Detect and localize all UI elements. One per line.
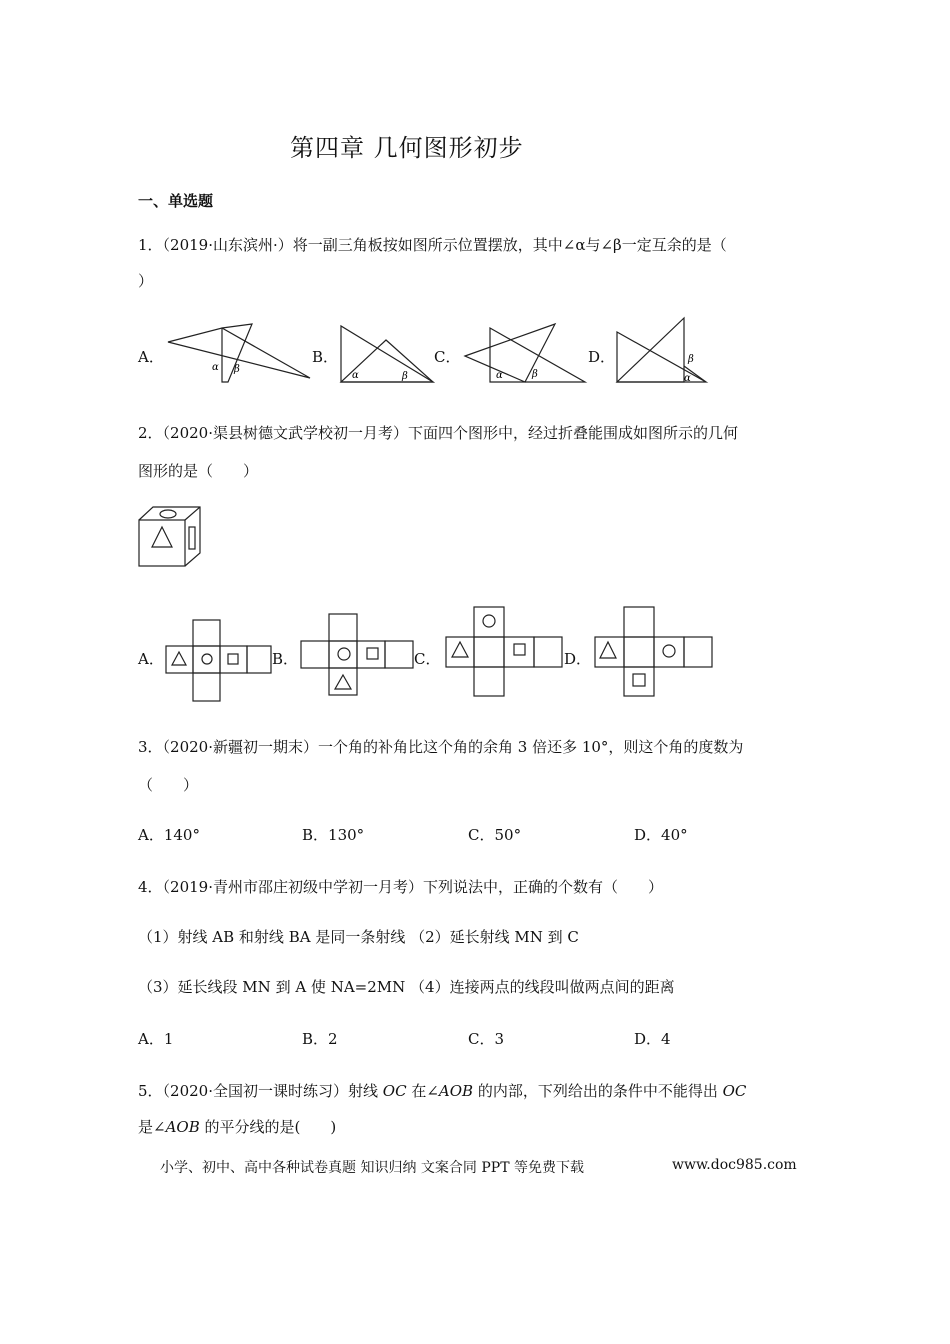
q2-net-c [445, 606, 565, 698]
q2-text-line1: 2．（2020·渠县树德文武学校初一月考）下面四个图形中，经过折叠能围成如图所示的几何 [138, 424, 738, 442]
q1-option-c-label: C． [434, 348, 461, 366]
q1-figure-b [338, 322, 438, 386]
q1-option-a-label: A． [138, 348, 164, 366]
q3-option-d: D．40° [634, 826, 688, 844]
q4-option-d: D．4 [634, 1030, 671, 1048]
q1-figure-b-alpha-label: α [352, 370, 359, 381]
q5-text-line1: 5．（2020·全国初一课时练习）射线 OC 在∠AOB 的内部，下列给出的条件中不能得出 OC [138, 1082, 747, 1100]
q4-option-b: B．2 [302, 1030, 338, 1048]
square-icon [189, 527, 195, 549]
q2-option-c-label: C． [414, 650, 441, 668]
q5-oc-2: OC [722, 1082, 747, 1100]
square-icon [633, 674, 645, 686]
q1-figure-a-beta-label: β [234, 364, 240, 375]
section-heading: 一、单选题 [138, 192, 214, 210]
q1-figure-b-beta-label: β [402, 371, 408, 382]
q1-figure-a [160, 320, 320, 390]
q3-option-a: A．140° [138, 826, 200, 844]
q4-text-line3: （3）延长线段 MN 到 A 使 NA=2MN （4）连接两点的线段叫做两点间的距离 [138, 978, 675, 996]
q1-figure-d-beta-label: β [688, 354, 694, 365]
circle-icon [202, 654, 212, 664]
q1-figure-d-alpha-label: α [684, 373, 691, 384]
triangle-icon [452, 642, 468, 657]
q1-figure-c-alpha-label: α [496, 370, 503, 381]
q2-net-b [300, 612, 416, 698]
q3-text-line1: 3．（2020·新疆初一期末）一个角的补角比这个角的余角 3 倍还多 10°，则这个角的度数为 [138, 738, 744, 756]
q2-net-a [166, 618, 276, 704]
page-title: 第四章 几何图形初步 [290, 134, 524, 162]
q2-net-d [594, 606, 716, 698]
circle-icon [160, 510, 176, 518]
footer-url[interactable]: www.doc985.com [672, 1157, 797, 1173]
circle-icon [663, 645, 675, 657]
q4-option-a: A．1 [138, 1030, 174, 1048]
triangle-icon [172, 652, 186, 665]
q2-option-d-label: D． [564, 650, 592, 668]
q1-option-b-label: B． [312, 348, 339, 366]
q1-text-line1: 1．（2019·山东滨州·）将一副三角板按如图所示位置摆放，其中∠α与∠β一定互余的是（ [138, 236, 727, 254]
triangle-icon [152, 527, 172, 547]
q3-option-c: C．50° [468, 826, 522, 844]
square-icon [514, 644, 525, 655]
q5-aob-2: AOB [165, 1118, 200, 1136]
q1-text-line2: ） [138, 272, 154, 290]
q5-oc: OC [382, 1082, 407, 1100]
q1-figure-c-beta-label: β [532, 369, 538, 380]
q4-text-line1: 4．（2019·青州市邵庄初级中学初一月考）下列说法中，正确的个数有（ ） [138, 878, 663, 896]
q4-text-line2: （1）射线 AB 和射线 BA 是同一条射线 （2）延长射线 MN 到 C [138, 928, 579, 946]
q2-option-b-label: B． [272, 650, 299, 668]
q3-text-line2: （ ） [138, 776, 199, 794]
q1-figure-c [460, 322, 590, 386]
q4-option-c: C．3 [468, 1030, 505, 1048]
q2-option-a-label: A． [138, 650, 164, 668]
q1-option-d-label: D． [588, 348, 616, 366]
q2-cube-figure [136, 505, 206, 569]
triangle-icon [335, 675, 351, 689]
footer-text: 小学、初中、高中各种试卷真题 知识归纳 文案合同 PPT 等免费下载 [160, 1160, 584, 1176]
triangle-icon [600, 642, 616, 658]
q5-aob: AOB [438, 1082, 474, 1100]
circle-icon [483, 615, 495, 627]
circle-icon [338, 648, 350, 660]
square-icon [367, 648, 378, 659]
square-icon [228, 654, 238, 664]
q3-option-b: B．130° [302, 826, 365, 844]
q1-figure-d [614, 316, 714, 386]
q5-text-line2: 是∠AOB 的平分线的是( ) [138, 1118, 337, 1136]
q1-figure-a-alpha-label: α [212, 362, 219, 373]
q2-text-line2: 图形的是（ ） [138, 462, 259, 480]
